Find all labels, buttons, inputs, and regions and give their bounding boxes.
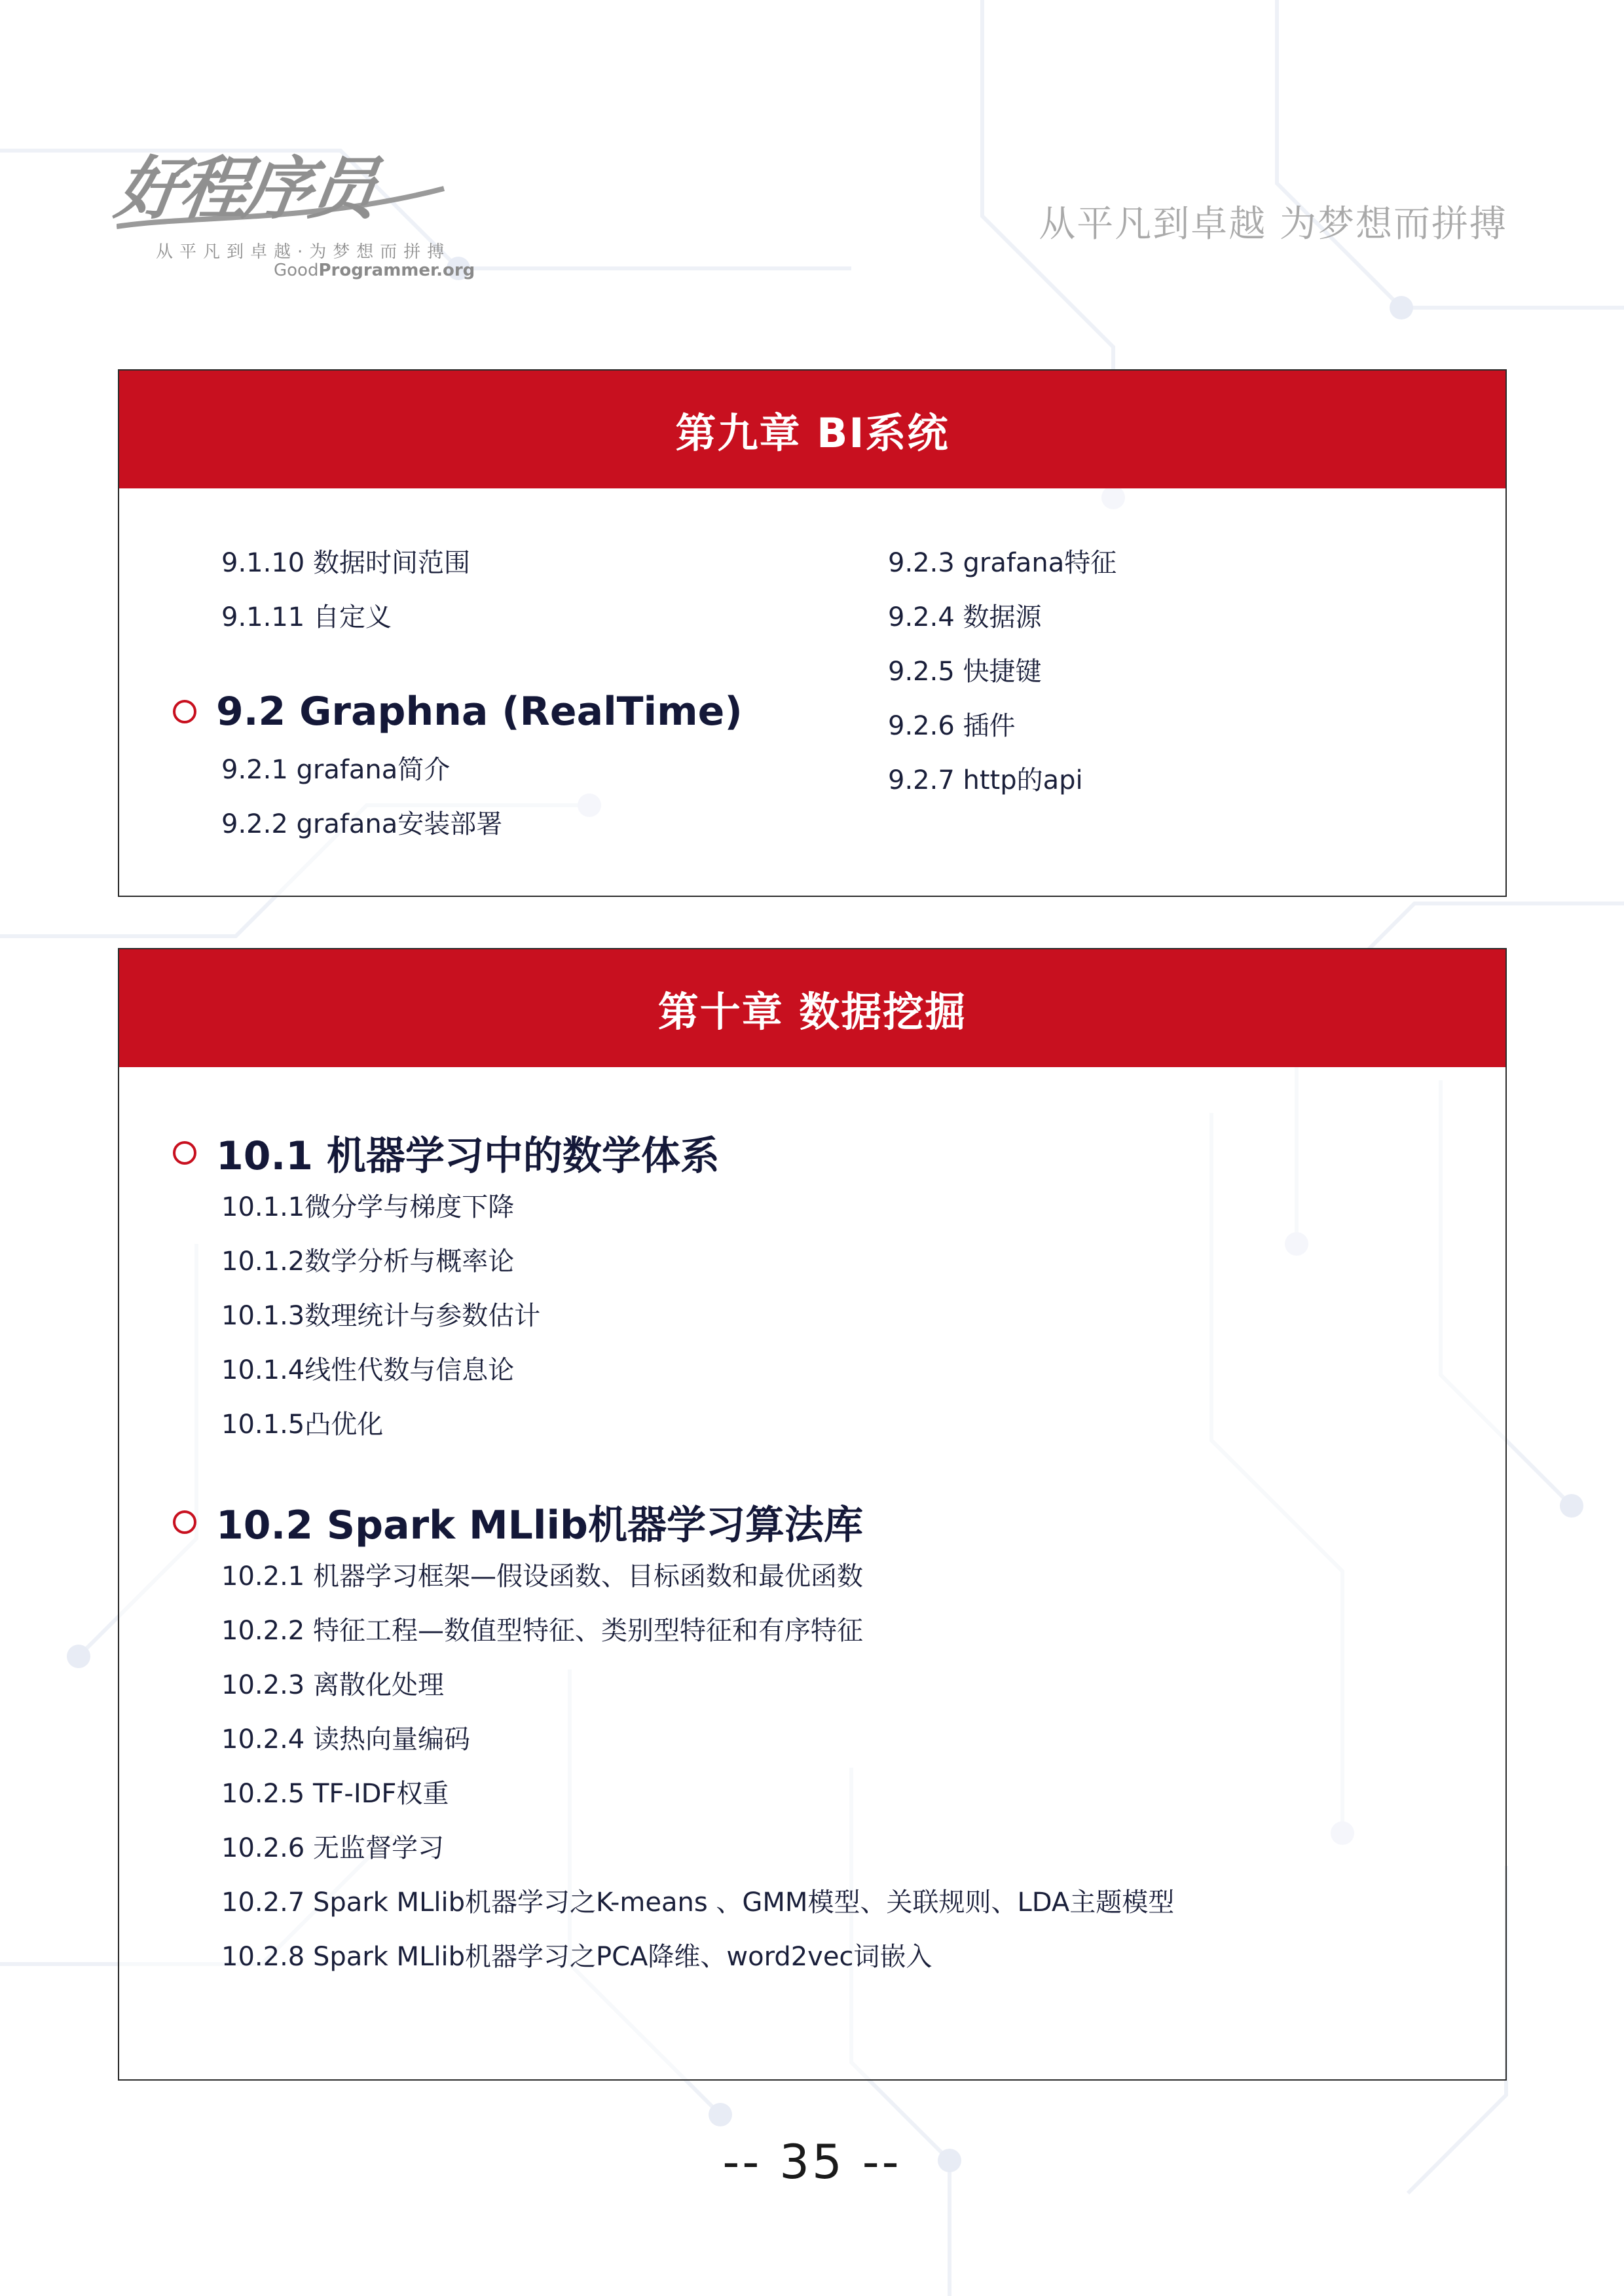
chapter-10-title: 第十章 数据挖掘: [119, 949, 1505, 1067]
toc-item[interactable]: 10.2.4 读热向量编码: [221, 1724, 470, 1755]
section-9-2-heading[interactable]: [173, 689, 743, 735]
toc-item[interactable]: 10.1.2数学分析与概率论: [221, 1247, 515, 1277]
toc-item[interactable]: 10.1.5凸优化: [221, 1410, 384, 1440]
toc-item[interactable]: 10.1.1微分学与梯度下降: [221, 1192, 515, 1222]
logo-tagline: 从平凡到卓越·为梦想而拼搏: [156, 242, 451, 262]
toc-item[interactable]: 9.2.3 grafana特征: [888, 548, 1117, 578]
logo-wordmark: 好程序员: [111, 149, 379, 228]
section-bullet-icon: [173, 1141, 196, 1165]
toc-item[interactable]: 10.2.3 离散化处理: [221, 1670, 444, 1700]
toc-item[interactable]: 9.1.11 自定义: [221, 602, 392, 632]
toc-item[interactable]: 10.2.2 特征工程—数值型特征、类别型特征和有序特征: [221, 1616, 863, 1646]
section-bullet-icon: [173, 700, 196, 723]
toc-item[interactable]: 9.2.7 http的api: [888, 765, 1083, 795]
toc-item[interactable]: 9.2.2 grafana安装部署: [221, 809, 503, 839]
toc-item[interactable]: 9.2.5 快捷键: [888, 657, 1042, 687]
toc-item[interactable]: 9.2.1 grafana简介: [221, 755, 451, 785]
toc-item[interactable]: 10.2.6 无监督学习: [221, 1833, 444, 1863]
toc-item[interactable]: 10.2.1 机器学习框架—假设函数、目标函数和最优函数: [221, 1561, 863, 1592]
toc-item[interactable]: 10.2.7 Spark MLlib机器学习之K-means 、GMM模型、关联规则、LDA主题模型: [221, 1887, 1175, 1918]
chapter-9-title: 第九章 BI系统: [119, 371, 1505, 488]
toc-item[interactable]: 9.2.4 数据源: [888, 602, 1042, 632]
section-bullet-icon: [173, 1510, 196, 1534]
company-logo: [111, 149, 475, 280]
toc-item[interactable]: 9.1.10 数据时间范围: [221, 548, 470, 578]
toc-item[interactable]: 10.1.4线性代数与信息论: [221, 1355, 515, 1385]
chapter-10-box: [118, 948, 1507, 2081]
header-slogan: 从平凡到卓越 为梦想而拼搏: [1039, 203, 1507, 246]
section-title: 10.1 机器学习中的数学体系: [216, 1133, 720, 1179]
toc-item[interactable]: 10.2.5 TF-IDF权重: [221, 1779, 449, 1809]
logo-url: GoodProgrammer.org: [274, 261, 475, 280]
section-title: 9.2 Graphna (RealTime): [216, 689, 743, 735]
toc-item[interactable]: 10.2.8 Spark MLlib机器学习之PCA降维、word2vec词嵌入: [221, 1942, 932, 1972]
section-10-2-heading[interactable]: [173, 1494, 863, 1550]
section-10-1-heading[interactable]: [173, 1125, 720, 1181]
toc-item[interactable]: 9.2.6 插件: [888, 711, 1016, 741]
chapter-9-box: [118, 369, 1507, 897]
page-number: -- 35 --: [722, 2134, 902, 2189]
section-title: 10.2 Spark MLlib机器学习算法库: [216, 1503, 863, 1548]
toc-item[interactable]: 10.1.3数理统计与参数估计: [221, 1301, 541, 1331]
